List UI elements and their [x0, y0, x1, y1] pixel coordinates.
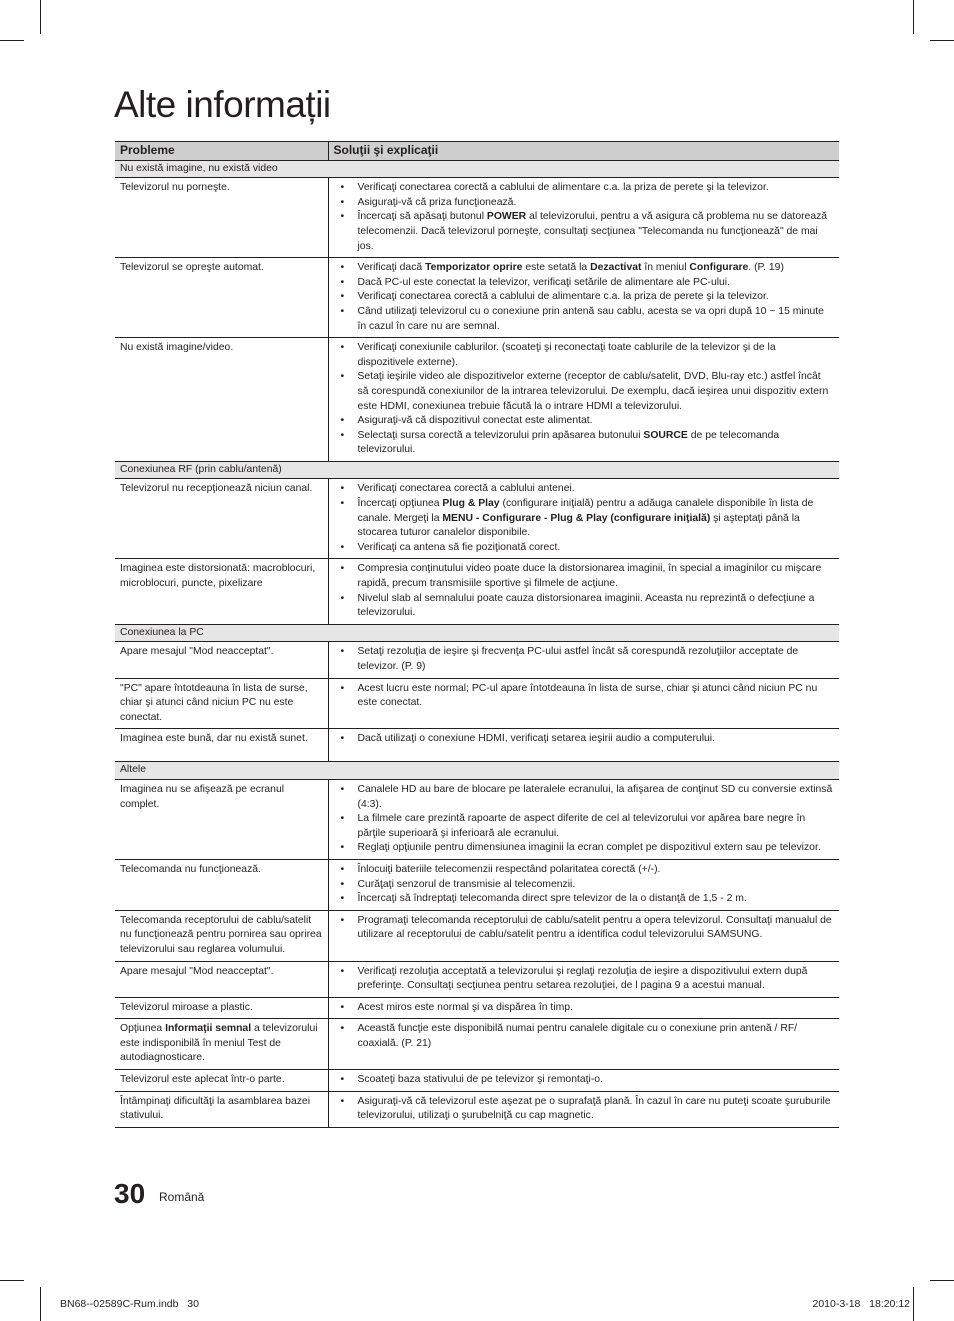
problem-cell: Opţiunea Informaţii semnal a televizorului este indisponibilă în meniul Test de autodiagnosticare. [115, 1019, 328, 1070]
crop-mark [913, 1287, 914, 1321]
solution-item: • Încercaţi să îndreptaţi telecomanda direct spre televizor de la o distanţă de 1,5 - 2 m. [333, 892, 834, 907]
solution-item: • Asiguraţi-vă că televizorul este aşezat pe o suprafaţă plană. În cazul în care nu puteţi scoate şuruburile televizorului, utilizaţi o şurubelniţă cu cap magnetic. [333, 1095, 834, 1124]
section-title: Altele [115, 762, 839, 780]
solution-cell [328, 258, 839, 338]
crop-mark [930, 40, 954, 41]
solution-item: • Această funcţie este disponibilă numai pentru canalele digitale cu o conexiune prin antenă / RF/ coaxială. (P. 21) [333, 1022, 834, 1051]
solution-list [333, 1001, 834, 1016]
table-row [115, 642, 839, 678]
solution-item: • Verificaţi conexiunile cablurilor. (scoateţi şi reconectaţi toate cablurile de la televizor şi de la dispozitivele externe). [333, 341, 834, 370]
crop-mark [0, 40, 24, 41]
solution-list [333, 1022, 834, 1051]
solution-item: • Nivelul slab al semnalului poate cauza distorsionarea imaginii. Aceasta nu reprezintă o defecţiune a televizorului. [333, 592, 834, 621]
solution-item: • Scoateţi baza stativului de pe televizor şi remontaţi-o. [333, 1073, 834, 1088]
table-row [115, 178, 839, 258]
solution-cell [328, 1091, 839, 1127]
solution-cell [328, 779, 839, 859]
solution-cell [328, 1070, 839, 1092]
table-row [115, 479, 839, 559]
column-header-problems: Probleme [115, 142, 328, 161]
table-row [115, 1091, 839, 1127]
section-row [115, 461, 839, 479]
solution-list [333, 783, 834, 856]
solution-list [333, 863, 834, 907]
solution-cell [328, 178, 839, 258]
problem-cell: Telecomanda nu funcţionează. [115, 859, 328, 910]
section-row [115, 624, 839, 642]
problem-cell: Televizorul se opreşte automat. [115, 258, 328, 338]
section-row [115, 160, 839, 178]
solution-list [333, 181, 834, 254]
table-row [115, 997, 839, 1019]
solution-cell [328, 859, 839, 910]
solution-list [333, 482, 834, 555]
problem-cell: Televizorul nu porneşte. [115, 178, 328, 258]
solution-item: • Canalele HD au bare de blocare pe lateralele ecranului, la afişarea de conţinut SD cu conversie extinsă (4:3). [333, 783, 834, 812]
solution-cell [328, 961, 839, 997]
table-row [115, 961, 839, 997]
problem-cell: Apare mesajul "Mod neacceptat". [115, 961, 328, 997]
print-slug-timestamp: 2010-3-18 18:20:12 [812, 1298, 910, 1310]
problem-cell: Imaginea este distorsionată: macroblocuri, microblocuri, puncte, pixelizare [115, 559, 328, 624]
solution-item: • Înlocuiţi bateriile telecomenzii respectând polaritatea corectă (+/-). [333, 863, 834, 878]
solution-item: • Asiguraţi-vă că priza funcţionează. [333, 196, 834, 211]
table-row [115, 1019, 839, 1070]
problem-cell: Imaginea este bună, dar nu există sunet. [115, 729, 328, 762]
problem-cell: Imaginea nu se afişează pe ecranul complet. [115, 779, 328, 859]
solution-list [333, 914, 834, 943]
problem-cell: Televizorul miroase a plastic. [115, 997, 328, 1019]
solution-cell [328, 729, 839, 762]
solution-item: • Programaţi telecomanda receptorului de cablu/satelit pentru a opera televizorul. Consultaţi manualul de utilizare al receptorului de cablu/satelit pentru a identifica codul televizorului SAMSUNG. [333, 914, 834, 943]
table-row [115, 559, 839, 624]
solution-list [333, 732, 834, 747]
solution-item: • La filmele care prezintă rapoarte de aspect diferite de cel al televizorului vor apărea bare negre în părţile superioară şi inferioară ale ecranului. [333, 812, 834, 841]
table-row [115, 779, 839, 859]
solution-item: • Reglaţi opţiunile pentru dimensiunea imaginii la ecran complet pe dispozitivul extern sau pe televizor. [333, 841, 834, 856]
solution-cell [328, 1019, 839, 1070]
solution-item: • Acest miros este normal şi va dispărea în timp. [333, 1001, 834, 1016]
crop-mark [40, 1287, 41, 1321]
solution-item: • Verificaţi conectarea corectă a cablului antenei. [333, 482, 834, 497]
solution-item: • Acest lucru este normal; PC-ul apare întotdeauna în lista de surse, chiar şi atunci când niciun PC nu este conectat. [333, 682, 834, 711]
table-row [115, 258, 839, 338]
section-title: Conexiunea RF (prin cablu/antenă) [115, 461, 839, 479]
solution-cell [328, 559, 839, 624]
solution-list [333, 682, 834, 711]
table-row [115, 910, 839, 961]
solution-item: • Setaţi ieşirile video ale dispozitivelor externe (receptor de cablu/satelit, DVD, Blu-ray etc.) astfel încât să corespundă conexiunilor de la intrarea televizorului. De exemplu, dacă ieşirea unui dispozitiv extern este HDMI, conexiunea trebuie făcută la o intrare HDMI a televizorului. [333, 370, 834, 414]
solution-item: • Verificaţi conectarea corectă a cablului de alimentare c.a. la priza de perete şi la televizor. [333, 181, 834, 196]
solution-item: • Setaţi rezoluţia de ieşire şi frecvenţa PC-ului astfel încât să corespundă rezoluţiilor acceptate de televizor. (P. 9) [333, 645, 834, 674]
table-row [115, 338, 839, 462]
page-language: Română [159, 1190, 205, 1204]
section-title: Nu există imagine, nu există video [115, 160, 839, 178]
solution-cell [328, 997, 839, 1019]
problem-cell: Telecomanda receptorului de cablu/satelit nu funcţionează pentru pornirea sau oprirea televizorului sau reglarea volumului. [115, 910, 328, 961]
problem-cell: Nu există imagine/video. [115, 338, 328, 462]
problem-cell: "PC" apare întotdeauna în lista de surse, chiar şi atunci când niciun PC nu este conectat. [115, 678, 328, 729]
solution-list [333, 261, 834, 334]
column-header-solutions: Soluţii şi explicaţii [328, 142, 839, 161]
solution-item: • Când utilizaţi televizorul cu o conexiune prin antenă sau cablu, acesta se va opri după 10 ~ 15 minute în cazul în care nu are semnal. [333, 305, 834, 334]
table-header-row [115, 142, 839, 161]
crop-mark [913, 0, 914, 34]
page-number: 30 [114, 1178, 146, 1209]
solution-item: • Compresia conţinutului video poate duce la distorsionarea imaginii, în special a imaginilor cu mişcare rapidă, precum transmisiile sportive şi filmele de acţiune. [333, 562, 834, 591]
solution-item: • Curăţaţi senzorul de transmisie al telecomenzii. [333, 878, 834, 893]
crop-mark [0, 1280, 24, 1281]
print-slug-file: BN68--02589C-Rum.indb 30 [60, 1298, 199, 1310]
solution-item: • Verificaţi conectarea corectă a cablului de alimentare c.a. la priza de perete şi la televizor. [333, 290, 834, 305]
solution-list [333, 341, 834, 458]
problem-cell: Apare mesajul "Mod neacceptat". [115, 642, 328, 678]
table-row [115, 678, 839, 729]
page-title: Alte informații [114, 84, 331, 125]
table-row [115, 729, 839, 762]
solution-cell [328, 479, 839, 559]
solution-list [333, 562, 834, 620]
solution-item: • Dacă PC-ul este conectat la televizor, verificaţi setările de alimentare ale PC-ului. [333, 276, 834, 291]
table-row [115, 859, 839, 910]
solution-cell [328, 910, 839, 961]
solution-item: • Dacă utilizaţi o conexiune HDMI, verificaţi setarea ieşirii audio a computerului. [333, 732, 834, 747]
table-body [115, 160, 839, 1127]
solution-cell [328, 642, 839, 678]
troubleshooting-table [115, 141, 839, 1128]
section-title: Conexiunea la PC [115, 624, 839, 642]
solution-list [333, 645, 834, 674]
solution-list [333, 965, 834, 994]
solution-cell [328, 678, 839, 729]
problem-cell: Televizorul este aplecat într-o parte. [115, 1070, 328, 1092]
solution-item: • Asiguraţi-vă că dispozitivul conectat este alimentat. [333, 414, 834, 429]
solution-item: • Verificaţi rezoluţia acceptată a televizorului şi reglaţi rezoluţia de ieşire a dispozitivului extern după preferinţe. Consultaţi secţiunea pentru setarea rezoluţiei, de l pagina 9 a acestui manual. [333, 965, 834, 994]
solution-item: • Verificaţi dacă Temporizator oprire este setată la Dezactivat în meniul Configurare. (P. 19) [333, 261, 834, 276]
solution-item: • Verificaţi ca antena să fie poziţionată corect. [333, 541, 834, 556]
solution-list [333, 1095, 834, 1124]
solution-item: • Încercaţi opţiunea Plug & Play (configurare iniţială) pentru a adăuga canalele disponibile în lista de canale. Mergeţi la MENU - Configurare - Plug & Play (configurare iniţială) şi aşteptaţi până la stocarea tuturor canalelor disponibile. [333, 497, 834, 541]
crop-mark [40, 0, 41, 34]
solution-cell [328, 338, 839, 462]
table-row [115, 1070, 839, 1092]
solution-list [333, 1073, 834, 1088]
crop-mark [930, 1280, 954, 1281]
problem-cell: Întâmpinaţi dificultăţi la asamblarea bazei stativului. [115, 1091, 328, 1127]
problem-cell: Televizorul nu recepţionează niciun canal. [115, 479, 328, 559]
section-row [115, 762, 839, 780]
solution-item: • Selectaţi sursa corectă a televizorului prin apăsarea butonului SOURCE de pe telecomanda televizorului. [333, 429, 834, 458]
solution-item: • Încercaţi să apăsaţi butonul POWER al televizorului, pentru a vă asigura că problema nu se datorează telecomenzii. Dacă televizorul porneşte, consultaţi secţiunea "Telecomanda nu funcţionează" de mai jos. [333, 210, 834, 254]
